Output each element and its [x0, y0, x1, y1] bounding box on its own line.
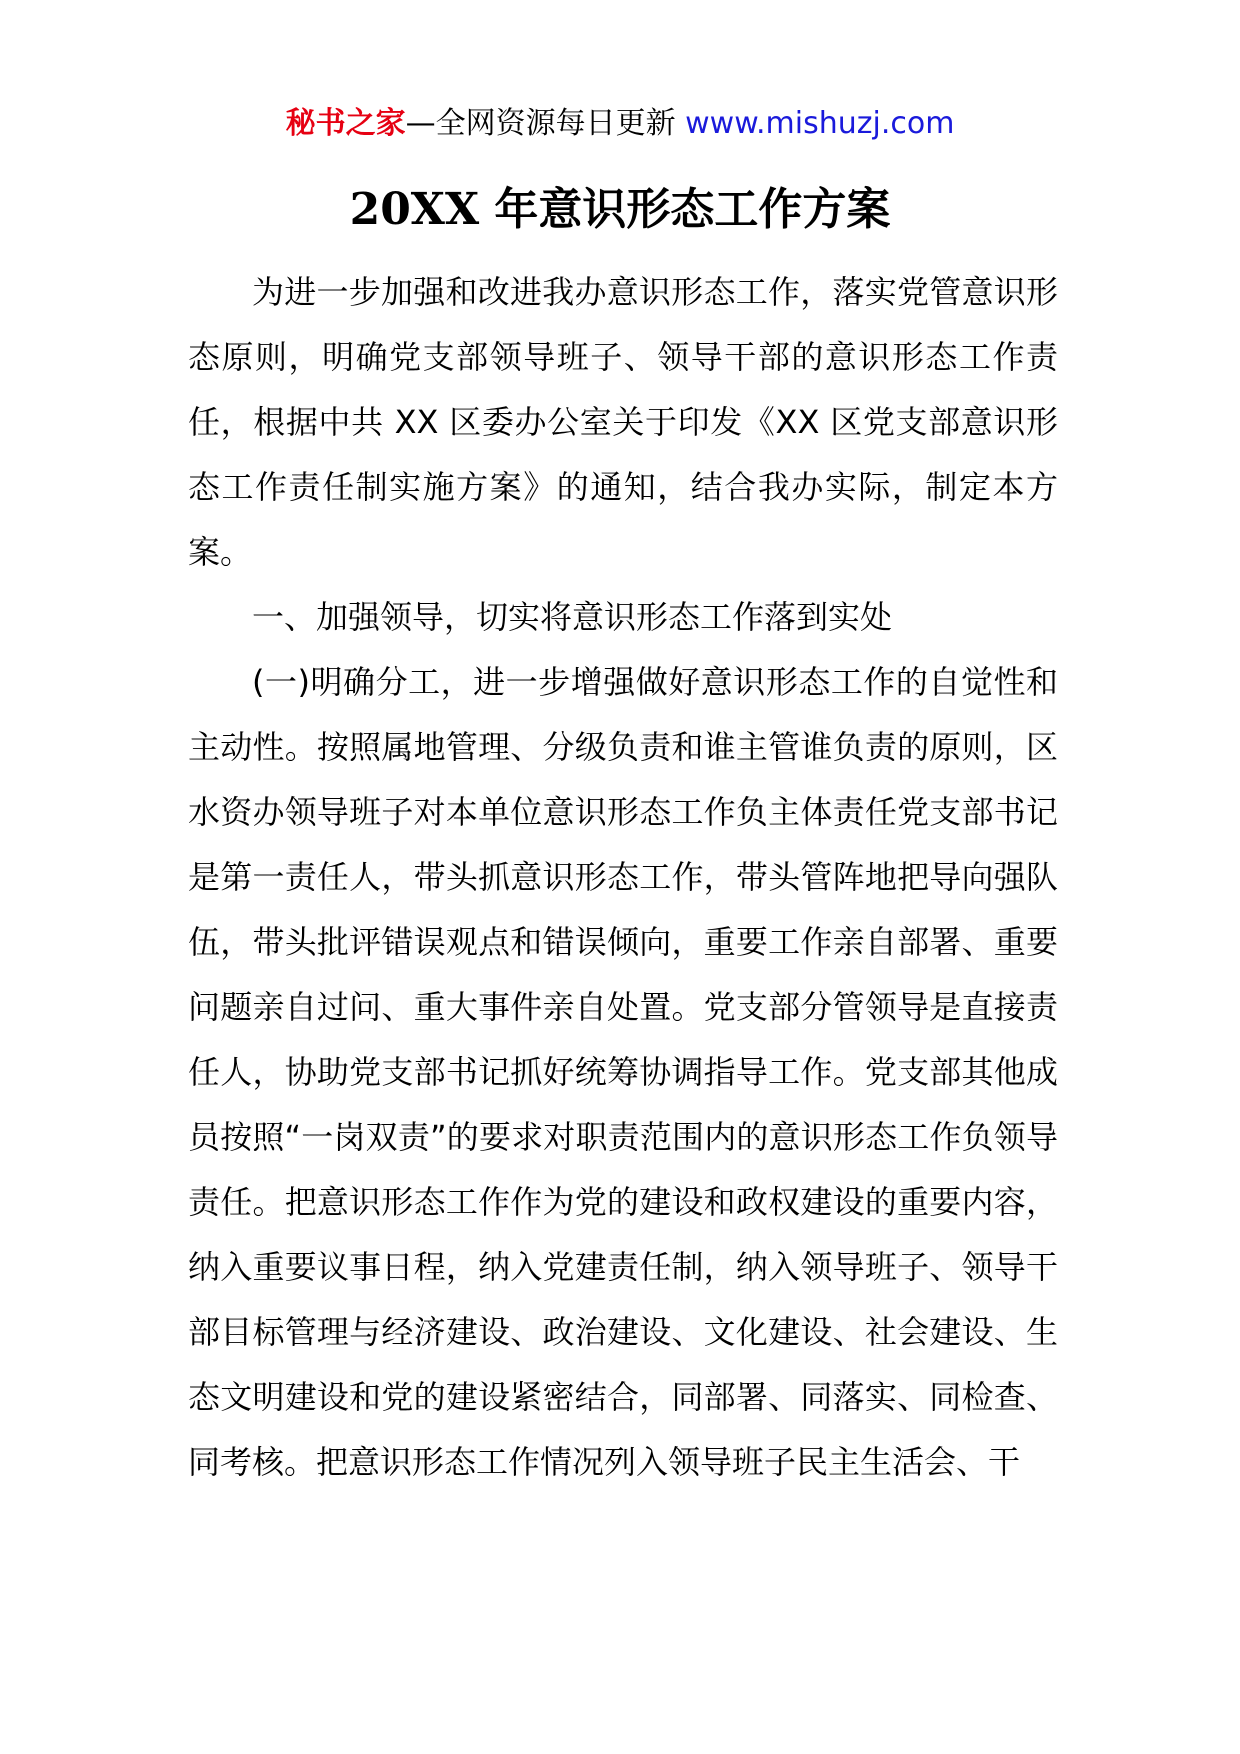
site-header	[0, 100, 1240, 148]
paragraph-1-1: (一)明确分工，进一步增强做好意识形态工作的自觉性和主动性。按照属地管理、分级负责和谁主管谁负责的原则，区水资办领导班子对本单位意识形态工作负主体责任党支部书记是第一责任人，带头抓意识形态工作，带头管阵地把导向强队伍，带头批评错误观点和错误倾向，重要工作亲自部署、重要问题亲自过问、重大事件亲自处置。党支部分管领导是直接责任人，协助党支部书记抓好统筹协调指导工作。党支部其他成员按照“一岗双责”的要求对职责范围内的意识形态工作负领导责任。把意识形态工作作为党的建设和政权建设的重要内容，纳入重要议事日程，纳入党建责任制，纳入领导班子、领导干部目标管理与经济建设、政治建设、文化建设、社会建设、生态文明建设和党的建设紧密结合，同部署、同落实、同检查、同考核。把意识形态工作情况列入领导班子民主生活会、干	[188, 663, 1058, 1481]
document-title: 20XX 年意识形态工作方案	[349, 184, 891, 235]
section-heading-1: 一、加强领导，切实将意识形态工作落到实处	[252, 598, 893, 636]
paragraph-intro: 为进一步加强和改进我办意识形态工作，落实党管意识形态原则，明确党支部领导班子、领导干部的意识形态工作责任，根据中共 XX 区委办公室关于印发《XX 区党支部意识形态工作责任制实施方案》的通知，结合我办实际，制定本方案。	[188, 273, 1058, 571]
site-brand: 秘书之家	[285, 106, 406, 141]
site-slogan: —全网资源每日更新	[405, 106, 676, 141]
document-body	[188, 260, 1058, 1495]
site-url-link[interactable]: www.mishuzj.com	[685, 106, 955, 141]
